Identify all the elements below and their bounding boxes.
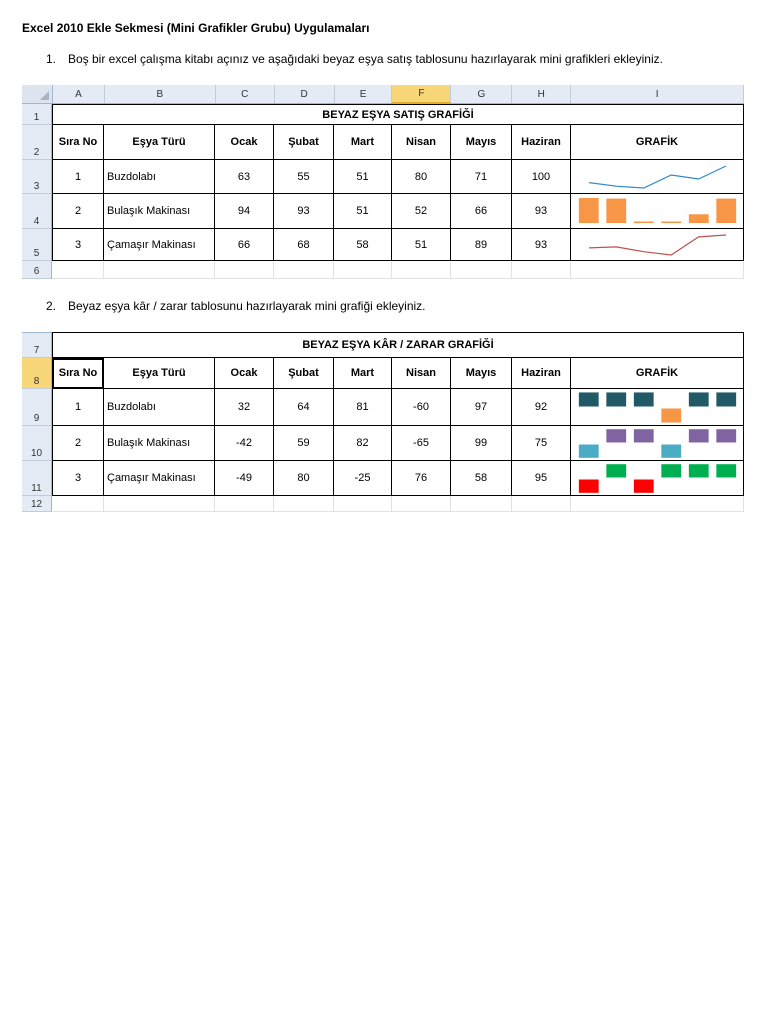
table-row xyxy=(22,160,744,194)
sparkline-win-bar xyxy=(689,429,709,442)
column-header-a[interactable]: A xyxy=(53,85,105,103)
cell-value[interactable]: 93 xyxy=(512,229,571,261)
row-header[interactable]: 10 xyxy=(22,426,52,461)
sparkline-cell[interactable] xyxy=(571,194,744,229)
instruction-1-text: Boş bir excel çalışma kitabı açınız ve aşağıdaki beyaz eşya satış tablosunu hazırlayarak mini grafikleri ekleyiniz. xyxy=(68,52,663,66)
sparkline-win-bar xyxy=(689,464,709,477)
sparkline-win-bar xyxy=(606,464,626,477)
sparkline-bar xyxy=(606,198,626,222)
cell-value[interactable]: 51 xyxy=(334,194,392,229)
cell-value[interactable]: 75 xyxy=(512,426,571,461)
sparkline-column xyxy=(571,194,743,229)
sparkline-cell[interactable] xyxy=(571,229,744,261)
empty-cell[interactable] xyxy=(392,496,451,512)
column-header-g[interactable]: G xyxy=(451,85,512,103)
sparkline-cell[interactable] xyxy=(571,389,744,426)
sparkline-win-bar xyxy=(716,464,736,477)
cell-value[interactable]: 94 xyxy=(215,194,274,229)
cell-value[interactable]: 81 xyxy=(334,389,392,426)
instruction-2-text: Beyaz eşya kâr / zarar tablosunu hazırlayarak mini grafiği ekleyiniz. xyxy=(68,299,426,313)
cell-value[interactable]: 32 xyxy=(215,389,274,426)
header-sira-no[interactable]: Sıra No xyxy=(52,125,104,160)
row-header[interactable]: 2 xyxy=(22,125,52,160)
row-header[interactable]: 4 xyxy=(22,194,52,229)
sparkline-win-bar xyxy=(579,392,599,406)
cell-value[interactable]: 55 xyxy=(274,160,334,194)
row-header[interactable]: 7 xyxy=(22,332,52,358)
empty-cell[interactable] xyxy=(512,261,571,279)
cell-value[interactable]: -65 xyxy=(392,426,451,461)
sparkline-winloss xyxy=(571,426,743,461)
table-title[interactable]: BEYAZ EŞYA KÂR / ZARAR GRAFİĞİ xyxy=(52,332,744,358)
row-header[interactable]: 3 xyxy=(22,160,52,194)
sparkline-win-bar xyxy=(634,392,654,406)
cell-sira[interactable]: 1 xyxy=(52,389,104,426)
sparkline-cell[interactable] xyxy=(571,426,744,461)
empty-cell[interactable] xyxy=(215,496,274,512)
instruction-2-number: 2. xyxy=(46,299,57,313)
column-header-e[interactable]: E xyxy=(335,85,393,103)
cell-value[interactable]: 95 xyxy=(512,461,571,496)
sparkline-loss-bar xyxy=(579,444,599,457)
cell-value[interactable]: 58 xyxy=(334,229,392,261)
cell-value[interactable]: -49 xyxy=(215,461,274,496)
table-row xyxy=(22,104,744,125)
sparkline-win-bar xyxy=(661,464,681,477)
row-header[interactable]: 11 xyxy=(22,461,52,496)
empty-cell[interactable] xyxy=(104,261,215,279)
sparkline-line xyxy=(571,229,743,261)
empty-cell[interactable] xyxy=(274,261,334,279)
header-mayis[interactable]: Mayıs xyxy=(451,125,512,160)
header-ocak[interactable]: Ocak xyxy=(215,358,274,389)
sparkline-path xyxy=(589,235,726,255)
empty-cell[interactable] xyxy=(104,496,215,512)
sparkline-line xyxy=(571,160,743,194)
empty-cell[interactable] xyxy=(451,261,512,279)
cell-tur[interactable]: Çamaşır Makinası xyxy=(104,229,215,261)
header-haziran[interactable]: Haziran xyxy=(512,358,571,389)
sparkline-cell[interactable] xyxy=(571,461,744,496)
empty-cell[interactable] xyxy=(392,261,451,279)
sales-spreadsheet xyxy=(22,85,744,279)
sparkline-win-bar xyxy=(606,429,626,442)
profit-loss-spreadsheet xyxy=(22,332,744,512)
instruction-2 xyxy=(46,299,426,313)
sparkline-bar xyxy=(716,198,736,222)
instruction-1-number: 1. xyxy=(46,52,57,66)
sparkline-path xyxy=(589,166,726,188)
header-nisan[interactable]: Nisan xyxy=(392,358,451,389)
header-nisan[interactable]: Nisan xyxy=(392,125,451,160)
sparkline-bar xyxy=(634,221,654,223)
header-mart[interactable]: Mart xyxy=(334,125,392,160)
column-header-h[interactable]: H xyxy=(512,85,571,103)
empty-cell[interactable] xyxy=(52,261,104,279)
cell-value[interactable]: -25 xyxy=(334,461,392,496)
column-header-b[interactable]: B xyxy=(105,85,216,103)
empty-cell[interactable] xyxy=(334,261,392,279)
cell-sira[interactable]: 2 xyxy=(52,194,104,229)
cell-value[interactable]: 51 xyxy=(334,160,392,194)
cell-value[interactable]: 92 xyxy=(512,389,571,426)
header-haziran[interactable]: Haziran xyxy=(512,125,571,160)
cell-value[interactable]: 80 xyxy=(392,160,451,194)
cell-tur[interactable]: Bulaşık Makinası xyxy=(104,194,215,229)
row-header[interactable]: 1 xyxy=(22,104,52,125)
empty-cell[interactable] xyxy=(571,261,744,279)
table-row xyxy=(22,194,744,229)
cell-value[interactable]: 63 xyxy=(215,160,274,194)
cell-value[interactable]: -60 xyxy=(392,389,451,426)
cell-value[interactable]: 66 xyxy=(451,194,512,229)
sparkline-loss-bar xyxy=(661,444,681,457)
row-header[interactable]: 5 xyxy=(22,229,52,261)
header-esya-turu[interactable]: Eşya Türü xyxy=(104,358,215,389)
header-subat[interactable]: Şubat xyxy=(274,358,334,389)
table-row xyxy=(22,461,744,496)
cell-value[interactable]: 51 xyxy=(392,229,451,261)
row-header[interactable]: 9 xyxy=(22,389,52,426)
table-title[interactable]: BEYAZ EŞYA SATIŞ GRAFİĞİ xyxy=(52,104,744,125)
empty-cell[interactable] xyxy=(52,496,104,512)
empty-cell[interactable] xyxy=(274,496,334,512)
header-sira-no-selected[interactable]: Sıra No xyxy=(52,358,104,389)
cell-value[interactable]: 99 xyxy=(451,426,512,461)
sparkline-win-bar xyxy=(634,429,654,442)
cell-value[interactable]: 80 xyxy=(274,461,334,496)
document-title: Excel 2010 Ekle Sekmesi (Mini Grafikler Grubu) Uygulamaları xyxy=(22,21,370,35)
cell-sira[interactable]: 1 xyxy=(52,160,104,194)
column-header-f[interactable]: F xyxy=(392,85,451,103)
empty-cell[interactable] xyxy=(215,261,274,279)
row-header-active[interactable]: 8 xyxy=(22,358,52,389)
select-all-corner[interactable] xyxy=(22,85,53,103)
cell-value[interactable]: 68 xyxy=(274,229,334,261)
sparkline-loss-bar xyxy=(661,408,681,422)
cell-value[interactable]: 52 xyxy=(392,194,451,229)
column-header-c[interactable]: C xyxy=(216,85,275,103)
table-header-row xyxy=(22,358,744,389)
cell-sira[interactable]: 3 xyxy=(52,229,104,261)
table-header-row xyxy=(22,125,744,160)
sparkline-winloss xyxy=(571,461,743,496)
cell-tur[interactable]: Buzdolabı xyxy=(104,389,215,426)
cell-value[interactable]: -42 xyxy=(215,426,274,461)
sparkline-bar xyxy=(579,198,599,223)
empty-cell[interactable] xyxy=(571,496,744,512)
cell-value[interactable]: 64 xyxy=(274,389,334,426)
cell-value[interactable]: 93 xyxy=(274,194,334,229)
header-grafik[interactable]: GRAFİK xyxy=(571,125,744,160)
empty-cell[interactable] xyxy=(334,496,392,512)
header-mayis[interactable]: Mayıs xyxy=(451,358,512,389)
column-header-i[interactable]: I xyxy=(571,85,744,103)
sparkline-bar xyxy=(661,221,681,223)
row-header[interactable]: 6 xyxy=(22,261,52,279)
sparkline-bar xyxy=(689,214,709,223)
empty-cell[interactable] xyxy=(512,496,571,512)
sparkline-loss-bar xyxy=(579,479,599,492)
table-row xyxy=(22,261,744,279)
table-row xyxy=(22,496,744,512)
cell-value[interactable]: 82 xyxy=(334,426,392,461)
table-row xyxy=(22,229,744,261)
cell-value[interactable]: 59 xyxy=(274,426,334,461)
cell-sira[interactable]: 3 xyxy=(52,461,104,496)
cell-sira[interactable]: 2 xyxy=(52,426,104,461)
instruction-1 xyxy=(46,52,663,66)
column-header-row xyxy=(22,85,744,104)
cell-tur[interactable]: Bulaşık Makinası xyxy=(104,426,215,461)
cell-value[interactable]: 71 xyxy=(451,160,512,194)
column-header-d[interactable]: D xyxy=(275,85,335,103)
table-row xyxy=(22,389,744,426)
header-ocak[interactable]: Ocak xyxy=(215,125,274,160)
row-header[interactable]: 12 xyxy=(22,496,52,512)
header-subat[interactable]: Şubat xyxy=(274,125,334,160)
sparkline-loss-bar xyxy=(634,479,654,492)
cell-value[interactable]: 93 xyxy=(512,194,571,229)
cell-tur[interactable]: Çamaşır Makinası xyxy=(104,461,215,496)
cell-tur[interactable]: Buzdolabı xyxy=(104,160,215,194)
header-grafik[interactable]: GRAFİK xyxy=(571,358,744,389)
header-mart[interactable]: Mart xyxy=(334,358,392,389)
sparkline-win-bar xyxy=(716,429,736,442)
sparkline-cell[interactable] xyxy=(571,160,744,194)
sparkline-winloss xyxy=(571,389,743,426)
table-row xyxy=(22,426,744,461)
cell-value[interactable]: 97 xyxy=(451,389,512,426)
header-esya-turu[interactable]: Eşya Türü xyxy=(104,125,215,160)
cell-value[interactable]: 76 xyxy=(392,461,451,496)
empty-cell[interactable] xyxy=(451,496,512,512)
cell-value[interactable]: 89 xyxy=(451,229,512,261)
sparkline-win-bar xyxy=(689,392,709,406)
sparkline-win-bar xyxy=(716,392,736,406)
cell-value[interactable]: 58 xyxy=(451,461,512,496)
cell-value[interactable]: 100 xyxy=(512,160,571,194)
cell-value[interactable]: 66 xyxy=(215,229,274,261)
table-row xyxy=(22,332,744,358)
sparkline-win-bar xyxy=(606,392,626,406)
